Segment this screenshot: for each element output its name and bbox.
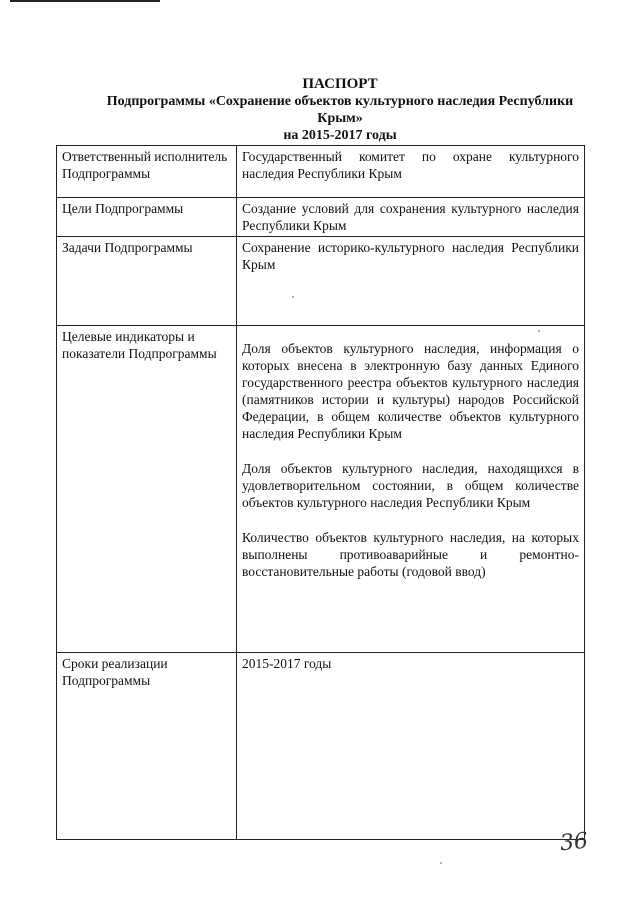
- table-row: [57, 326, 585, 653]
- indicator-3: Количество объектов культурного наследия, на которых выполнены противоаварийные и ремонтно-восстановительные работы (годовой ввод): [242, 530, 579, 579]
- scan-speck: [538, 330, 540, 332]
- table-row: [57, 146, 585, 198]
- top-rule: [10, 0, 160, 2]
- row-label: Цели Подпрограммы: [57, 198, 237, 237]
- scan-speck: [440, 862, 442, 864]
- row-value-indicators: [237, 326, 585, 653]
- table-row: [57, 237, 585, 326]
- passport-table: [56, 145, 585, 840]
- row-label: Ответственный исполнитель Подпрограммы: [57, 146, 237, 198]
- indicator-1: Доля объектов культурного наследия, информация о которых внесена в электронную базу данных Единого государственного реестра объектов культурного наследия (памятников истории и культуры) народов Российской Федерации, в общем количестве объектов культурного наследия Республики Крым: [242, 341, 579, 441]
- row-value: 2015-2017 годы: [237, 653, 585, 840]
- document-title: ПАСПОРТ: [302, 76, 378, 92]
- table-row: [57, 198, 585, 237]
- indicator-2: Доля объектов культурного наследия, находящихся в удовлетворительном состоянии, в общем количестве объектов культурного наследия Республики Крым: [242, 461, 579, 510]
- row-label: Сроки реализации Подпрограммы: [57, 653, 237, 840]
- row-label: Задачи Подпрограммы: [57, 237, 237, 326]
- row-value: Государственный комитет по охране культурного наследия Республики Крым: [237, 146, 585, 198]
- scan-speck: [292, 296, 294, 298]
- handwritten-page-number: 36: [558, 828, 590, 857]
- row-value: Создание условий для сохранения культурного наследия Республики Крым: [237, 198, 585, 237]
- subprogram-title-line1: Подпрограммы «Сохранение объектов культурного наследия Республики: [106, 94, 574, 109]
- row-label: Целевые индикаторы и показатели Подпрограммы: [57, 326, 237, 653]
- subprogram-title-line2: Крым»: [317, 111, 363, 126]
- table-row: [57, 653, 585, 840]
- row-value: Сохранение историко-культурного наследия Республики Крым: [237, 237, 585, 326]
- period-title: на 2015-2017 годы: [283, 128, 397, 143]
- document-heading: [60, 76, 620, 144]
